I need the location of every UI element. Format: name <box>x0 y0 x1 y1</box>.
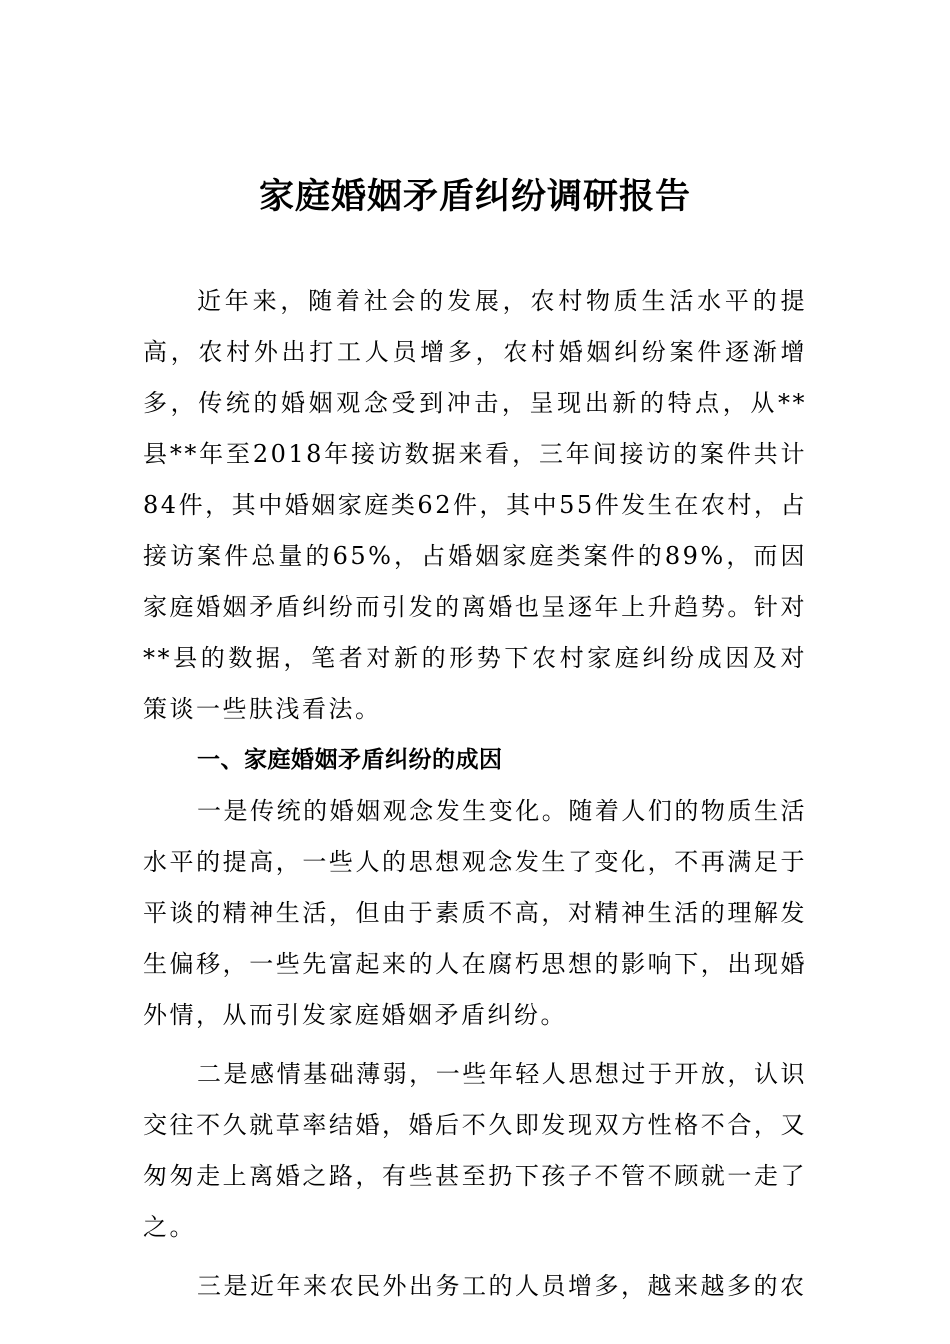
document-title: 家庭婚姻矛盾纠纷调研报告 <box>258 176 691 217</box>
section-heading: 一、家庭婚姻矛盾纠纷的成因 <box>197 747 503 773</box>
paragraph-gap <box>143 1253 807 1261</box>
intro-paragraph: 近年来，随着社会的发展，农村物质生活水平的提高，农村外出打工人员增多，农村婚姻纠纷案件逐渐增多，传统的婚姻观念受到冲击，呈现出新的特点，从**县**年至2018年接访数据来看，三年间接访的案件共计84件，其中婚姻家庭类62件，其中55件发生在农村，占接访案件总量的65%，占婚姻家庭类案件的89%，而因家庭婚姻矛盾纠纷而引发的离婚也呈逐年上升趋势。针对**县的数据，笔者对新的形势下农村家庭纠纷成因及对策谈一些肤浅看法。 <box>143 287 807 723</box>
cause-paragraph-1: 一是传统的婚姻观念发生变化。随着人们的物质生活水平的提高，一些人的思想观念发生了变化，不再满足于平谈的精神生活，但由于素质不高，对精神生活的理解发生偏移，一些先富起来的人在腐朽思想的影响下，出现婚外情，从而引发家庭婚姻矛盾纠纷。 <box>143 797 807 1029</box>
cause-paragraph-2: 二是感情基础薄弱，一些年轻人思想过于开放，认识交往不久就草率结婚，婚后不久即发现双方性格不合，又匆匆走上离婚之路，有些甚至扔下孩子不管不顾就一走了之。 <box>143 1060 807 1241</box>
paragraph-gap <box>143 1041 807 1049</box>
document-body <box>143 276 807 1312</box>
cause-paragraph-3: 三是近年来农民外出务工的人员增多，越来越多的农 <box>197 1272 807 1300</box>
